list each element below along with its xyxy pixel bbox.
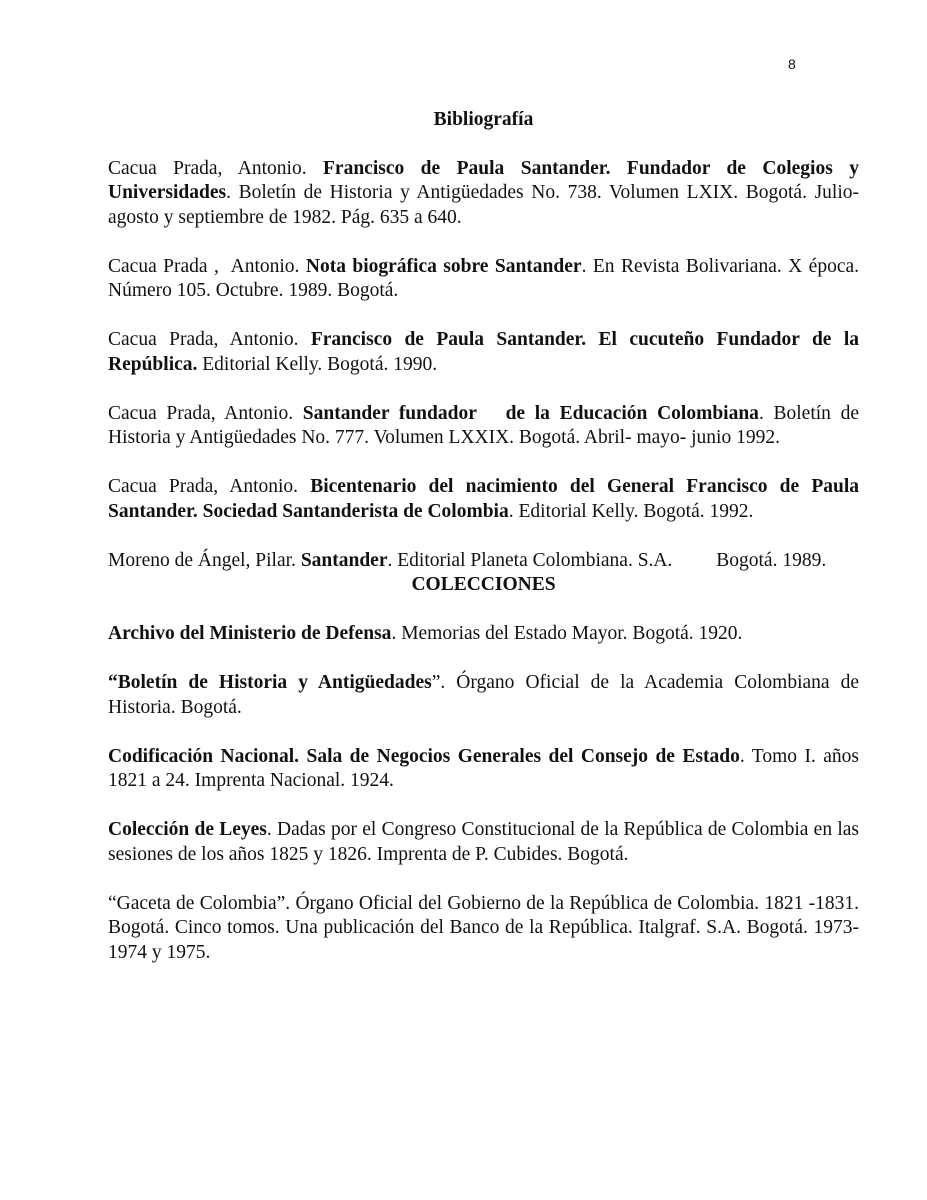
entry-author: Cacua Prada, Antonio. [108, 329, 311, 350]
entry-details: ”. Órgano Oficial de la Academia Colombiana de Historia. Bogotá. [108, 672, 859, 718]
bibliography-entry [108, 157, 859, 231]
page-number: 8 [788, 56, 796, 72]
entry-title: Archivo del Ministerio de Defensa [108, 623, 392, 644]
entry-details: . Boletín de Historia y Antigüedades No. 777. Volumen LXXIX. Bogotá. Abril- mayo- junio 1992. [108, 402, 860, 448]
entry-author: Moreno de Ángel, Pilar. [108, 549, 301, 571]
entry-details: . Boletín de Historia y Antigüedades No. 738. Volumen LXIX. Bogotá. Julio- agosto y septiembre de 1982. Pág. 635 a 640. [108, 182, 859, 228]
entry-title: Bicentenario del nacimiento del General Francisco de Paula Santander. Sociedad Santanderista de Colombia [108, 476, 859, 522]
collection-entry [108, 745, 859, 794]
entry-title: Colección de Leyes [108, 819, 267, 840]
collection-entry [108, 622, 859, 647]
entry-author: Cacua Prada , Antonio. [108, 255, 306, 277]
entry-title: Francisco de Paula Santander. Fundador de Colegios y Universidades [108, 157, 859, 203]
collection-entry [108, 671, 859, 720]
entry-details: . Memorias del Estado Mayor. Bogotá. 1920. [391, 623, 743, 644]
entry-title: Francisco de Paula Santander. El cucuteño Fundador de la República. [108, 329, 859, 375]
bibliography-entry [108, 475, 859, 524]
entry-details: . Dadas por el Congreso Constitucional de la República de Colombia en las sesiones de los años 1825 y 1826. Imprenta de P. Cubides. Bogotá. [108, 819, 859, 865]
document-body [108, 108, 859, 990]
entry-details: . En Revista Bolivariana. X época. Número 105. Octubre. 1989. Bogotá. [108, 255, 860, 301]
bibliography-entry [108, 549, 859, 574]
collection-entry [108, 818, 859, 867]
entry-details: Editorial Kelly. Bogotá. 1990. [197, 353, 438, 375]
entry-title: Santander fundador de la Educación Colombiana [302, 402, 759, 424]
entry-details: . Editorial Kelly. Bogotá. 1992. [508, 500, 754, 522]
collections-heading: COLECCIONES [411, 574, 556, 595]
collection-entry [108, 892, 859, 966]
entry-author: Cacua Prada, Antonio. [108, 402, 303, 424]
entry-title: Nota biográfica sobre Santander [305, 255, 582, 277]
entry-details: . Editorial Planeta Colombiana. S.A. Bogotá. 1989. [387, 549, 827, 571]
bibliography-entry [108, 328, 859, 377]
bibliography-entry [108, 255, 859, 304]
bibliography-heading: Bibliografía [433, 109, 534, 130]
entry-author: Cacua Prada, Antonio. [108, 476, 311, 497]
entry-details: . Tomo I. años 1821 a 24. Imprenta Nacional. 1924. [108, 745, 859, 791]
entry-author: Cacua Prada, Antonio. [108, 157, 324, 179]
entry-title: Santander [300, 549, 388, 571]
entry-prefix: “Gaceta de Colombia”. Órgano Oficial del Gobierno de la República de Colombia. 1821 -1831. Bogotá. Cinco tomos. Una publicación del Banco de la República. Italgraf. S.A. Bogotá. 1973-1974 y 1975. [108, 892, 859, 963]
entry-title: “Boletín de Historia y Antigüedades [108, 672, 432, 693]
entry-title: Codificación Nacional. Sala de Negocios Generales del Consejo de Estado [108, 745, 740, 767]
bibliography-entry [108, 402, 859, 451]
